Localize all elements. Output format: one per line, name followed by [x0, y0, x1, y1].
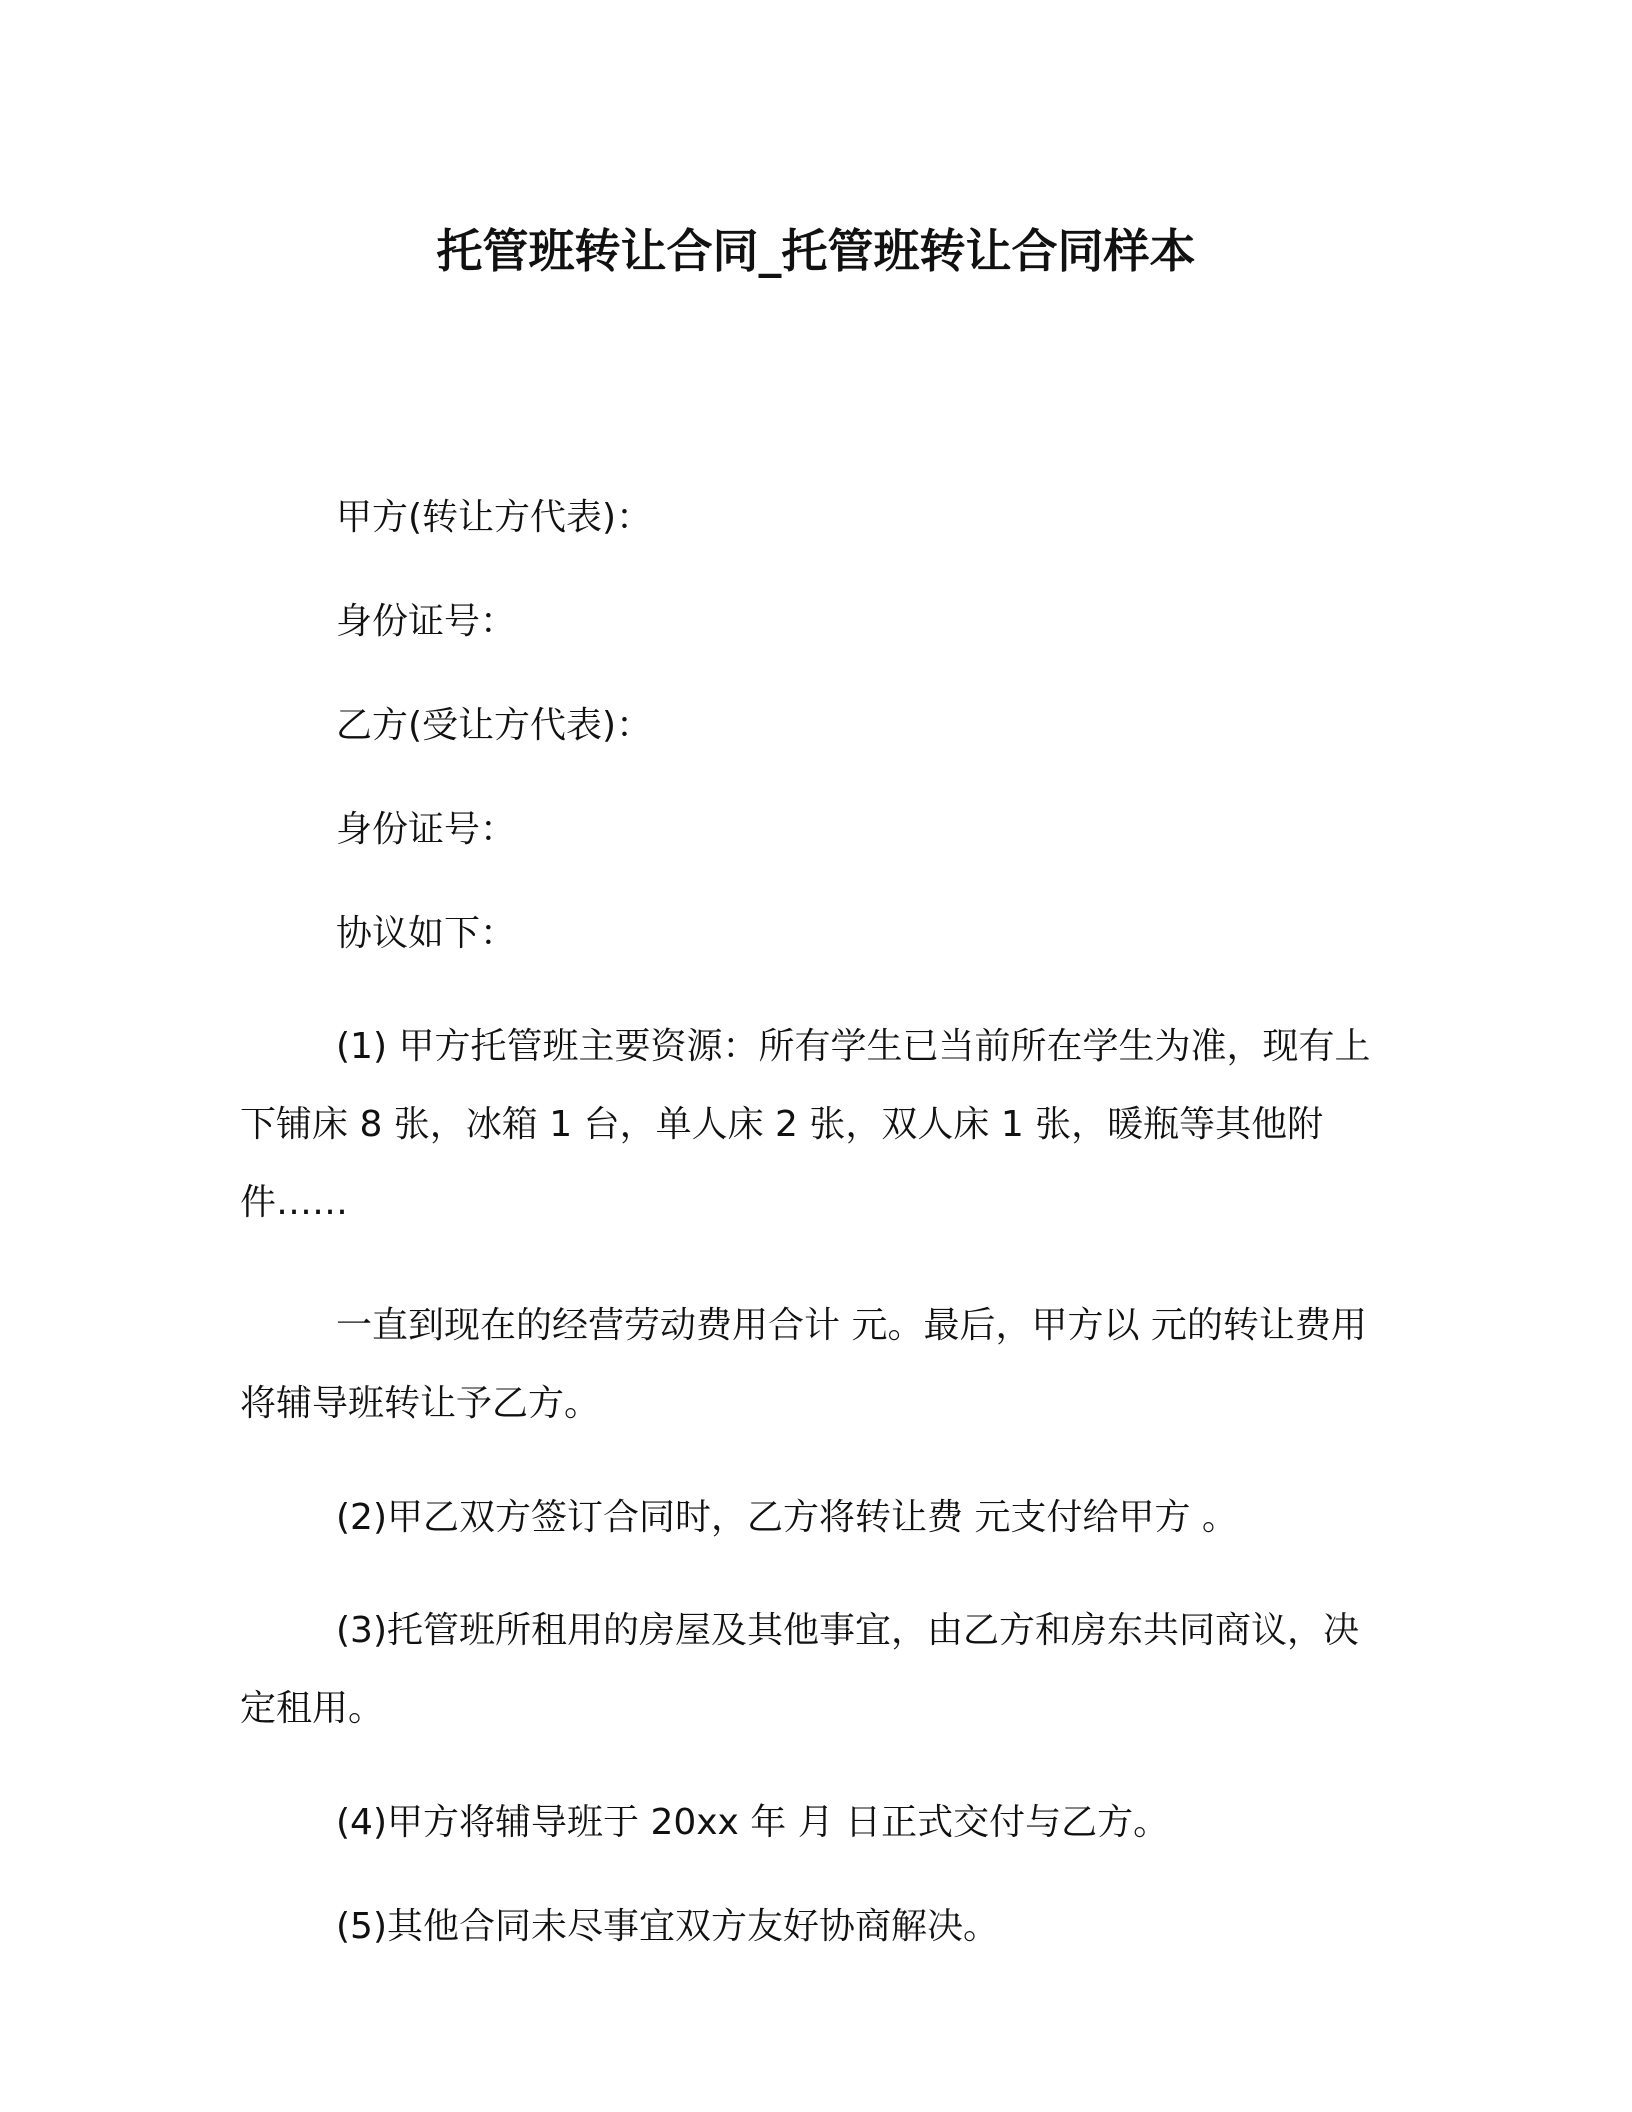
clause-3: (3)托管班所租用的房屋及其他事宜，由乙方和房东共同商议，决定租用。: [240, 1610, 1359, 1729]
party-a-id-line: 身份证号：: [336, 601, 517, 642]
party-b-line: 乙方(受让方代表)：: [336, 705, 653, 746]
document-body: [240, 488, 1392, 2001]
clause-4: (4)甲方将辅导班于 20xx 年 月 日正式交付与乙方。: [336, 1802, 1170, 1843]
party-a-line: 甲方(转让方代表)：: [336, 497, 653, 538]
agreement-intro: 协议如下：: [336, 913, 517, 954]
document-title: 托管班转让合同_托管班转让合同样本: [436, 224, 1196, 278]
clause-1-continued: 一直到现在的经营劳动费用合计 元。最后，甲方以 元的转让费用将辅导班转让予乙方。: [240, 1305, 1367, 1424]
party-b-id-line: 身份证号：: [336, 809, 517, 850]
clause-5: (5)其他合同未尽事宜双方友好协商解决。: [336, 1906, 999, 1947]
clause-1: (1) 甲方托管班主要资源：所有学生已当前所在学生为准，现有上下铺床 8 张，冰箱 1 台，单人床 2 张，双人床 1 张，暖瓶等其他附件……: [240, 1026, 1371, 1223]
clause-2: (2)甲乙双方签订合同时，乙方将转让费 元支付给甲方 。: [336, 1497, 1238, 1538]
